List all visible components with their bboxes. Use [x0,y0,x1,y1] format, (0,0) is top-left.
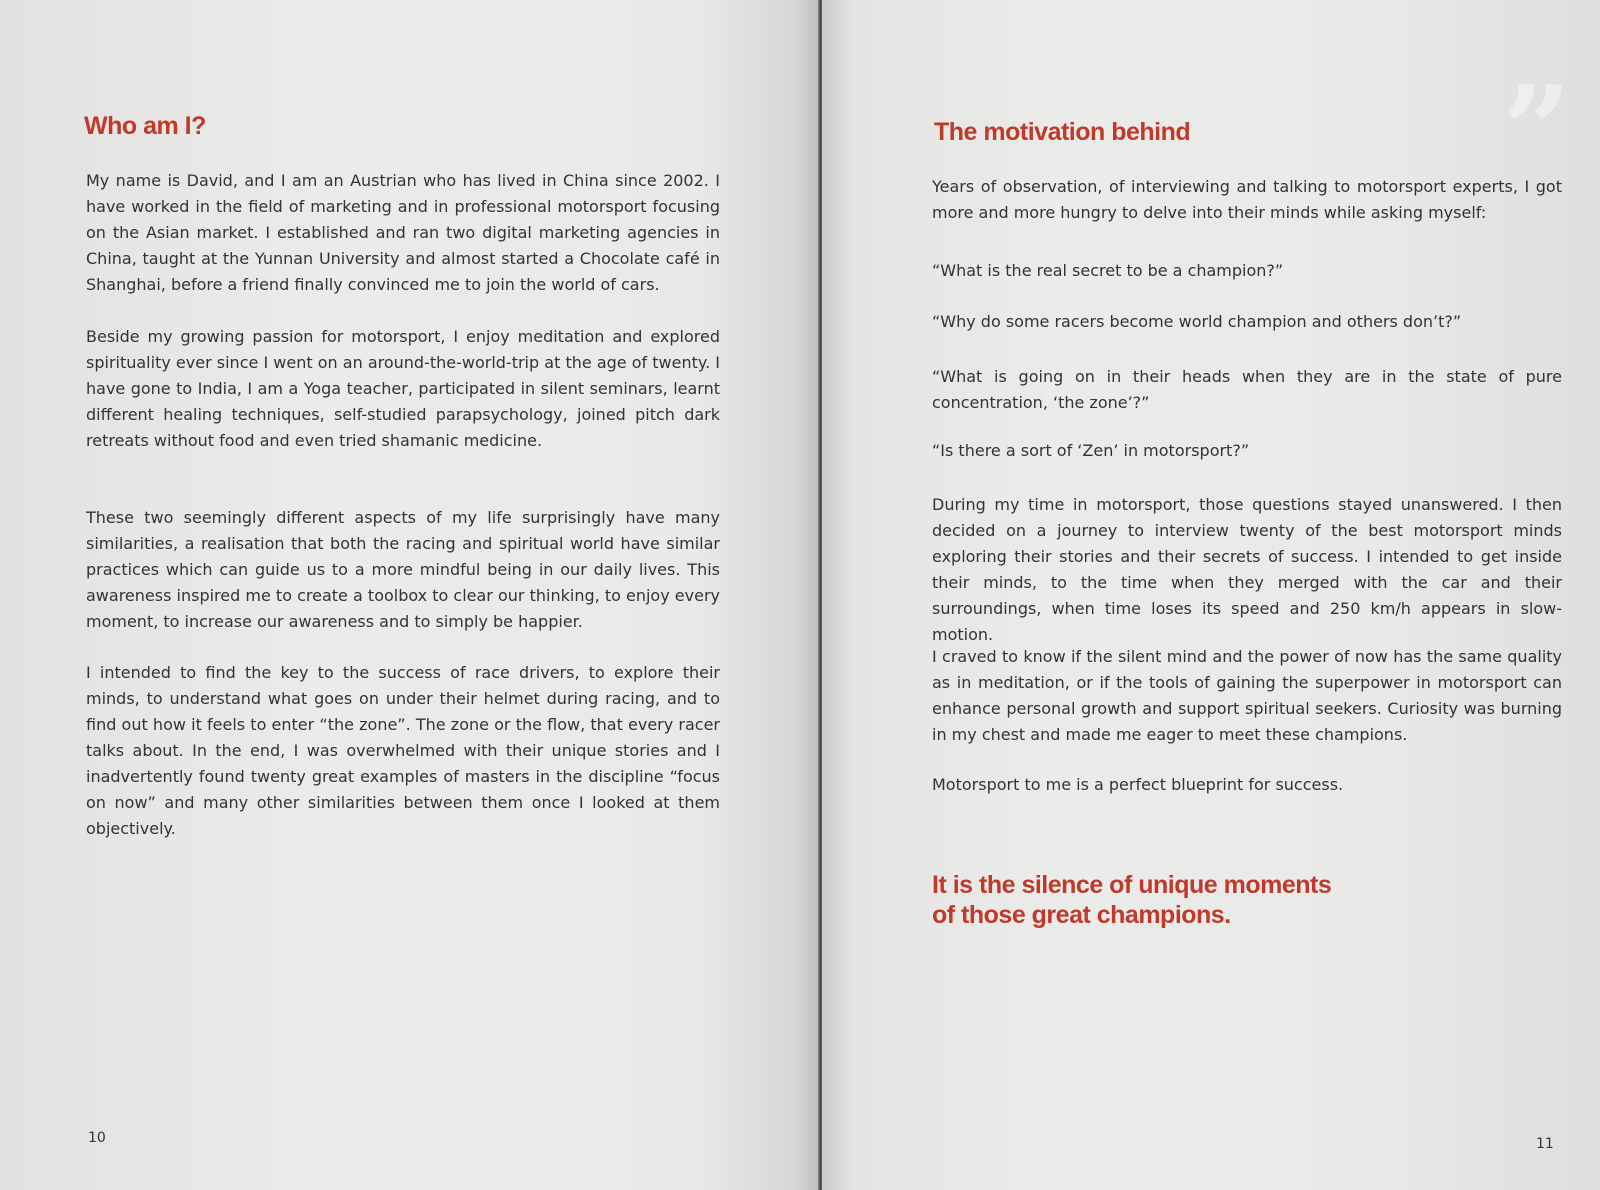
right-intro-paragraph: Years of observation, of interviewing and talking to motorsport experts, I got more and more hungry to delve into their minds while asking myself: [932,177,1562,222]
right-page-heading: The motivation behind [934,118,1191,146]
left-page-heading: Who am I? [84,112,206,140]
right-paragraph-3: Motorsport to me is a perfect blueprint for success. [932,775,1344,794]
closing-statement-line-1: It is the silence of unique moments [932,871,1332,899]
left-paragraph-2: Beside my growing passion for motorsport, I enjoy meditation and explored spirituality ever since I went on an around-the-world-trip at the age of twenty. I have gone to India, I am a Yoga teacher, participated in silent seminars, learnt different healing techniques, self-studied parapsychology, joined pitch dark retreats without food and even tried shamanic medicine. [86,327,720,450]
right-paragraph-2: I craved to know if the silent mind and the power of now has the same quality as in meditation, or if the tools of gaining the superpower in motorsport can enhance personal growth and support spiritual seekers. Curiosity was burning in my chest and made me eager to meet these champions. [932,647,1562,744]
question-2: “Why do some racers become world champion and others don’t?” [932,312,1462,331]
right-page [822,0,1600,1190]
quote-mark-watermark: ” [1502,60,1572,201]
question-1: “What is the real secret to be a champion?” [932,261,1284,280]
question-3: “What is going on in their heads when they are in the state of pure concentration, ‘the zone’?” [932,367,1562,412]
question-4: “Is there a sort of ‘Zen’ in motorsport?” [932,441,1250,460]
left-paragraph-3: These two seemingly different aspects of my life surprisingly have many similarities, a realisation that both the racing and spiritual world have similar practices which can guide us to a more mindful being in our daily lives. This awareness inspired me to create a toolbox to clear our thinking, to enjoy every moment, to increase our awareness and to simply be happier. [86,508,720,631]
right-paragraph-1: During my time in motorsport, those questions stayed unanswered. I then decided on a journey to interview twenty of the best motorsport minds exploring their stories and their secrets of success. I intended to get inside their minds, to the time when they merged with the car and their surroundings, when time loses its speed and 250 km/h appears in slow-motion. [932,495,1562,644]
right-page-number: 11 [1536,1136,1554,1152]
left-paragraph-4: I intended to find the key to the success of race drivers, to explore their minds, to understand what goes on under their helmet during racing, and to find out how it feels to enter “the zone”. The zone or the flow, that every racer talks about. In the end, I was overwhelmed with their unique stories and I inadvertently found twenty great examples of masters in the discipline “focus on now” and many other similarities between them once I looked at them objectively. [86,663,720,838]
closing-statement-line-2: of those great champions. [932,901,1231,929]
left-page-number: 10 [88,1130,106,1146]
left-paragraph-1: My name is David, and I am an Austrian who has lived in China since 2002. I have worked in the field of marketing and in professional motorsport focusing on the Asian market. I established and ran two digital marketing agencies in China, taught at the Yunnan University and almost started a Chocolate café in Shanghai, before a friend finally convinced me to join the world of cars. [86,171,720,294]
